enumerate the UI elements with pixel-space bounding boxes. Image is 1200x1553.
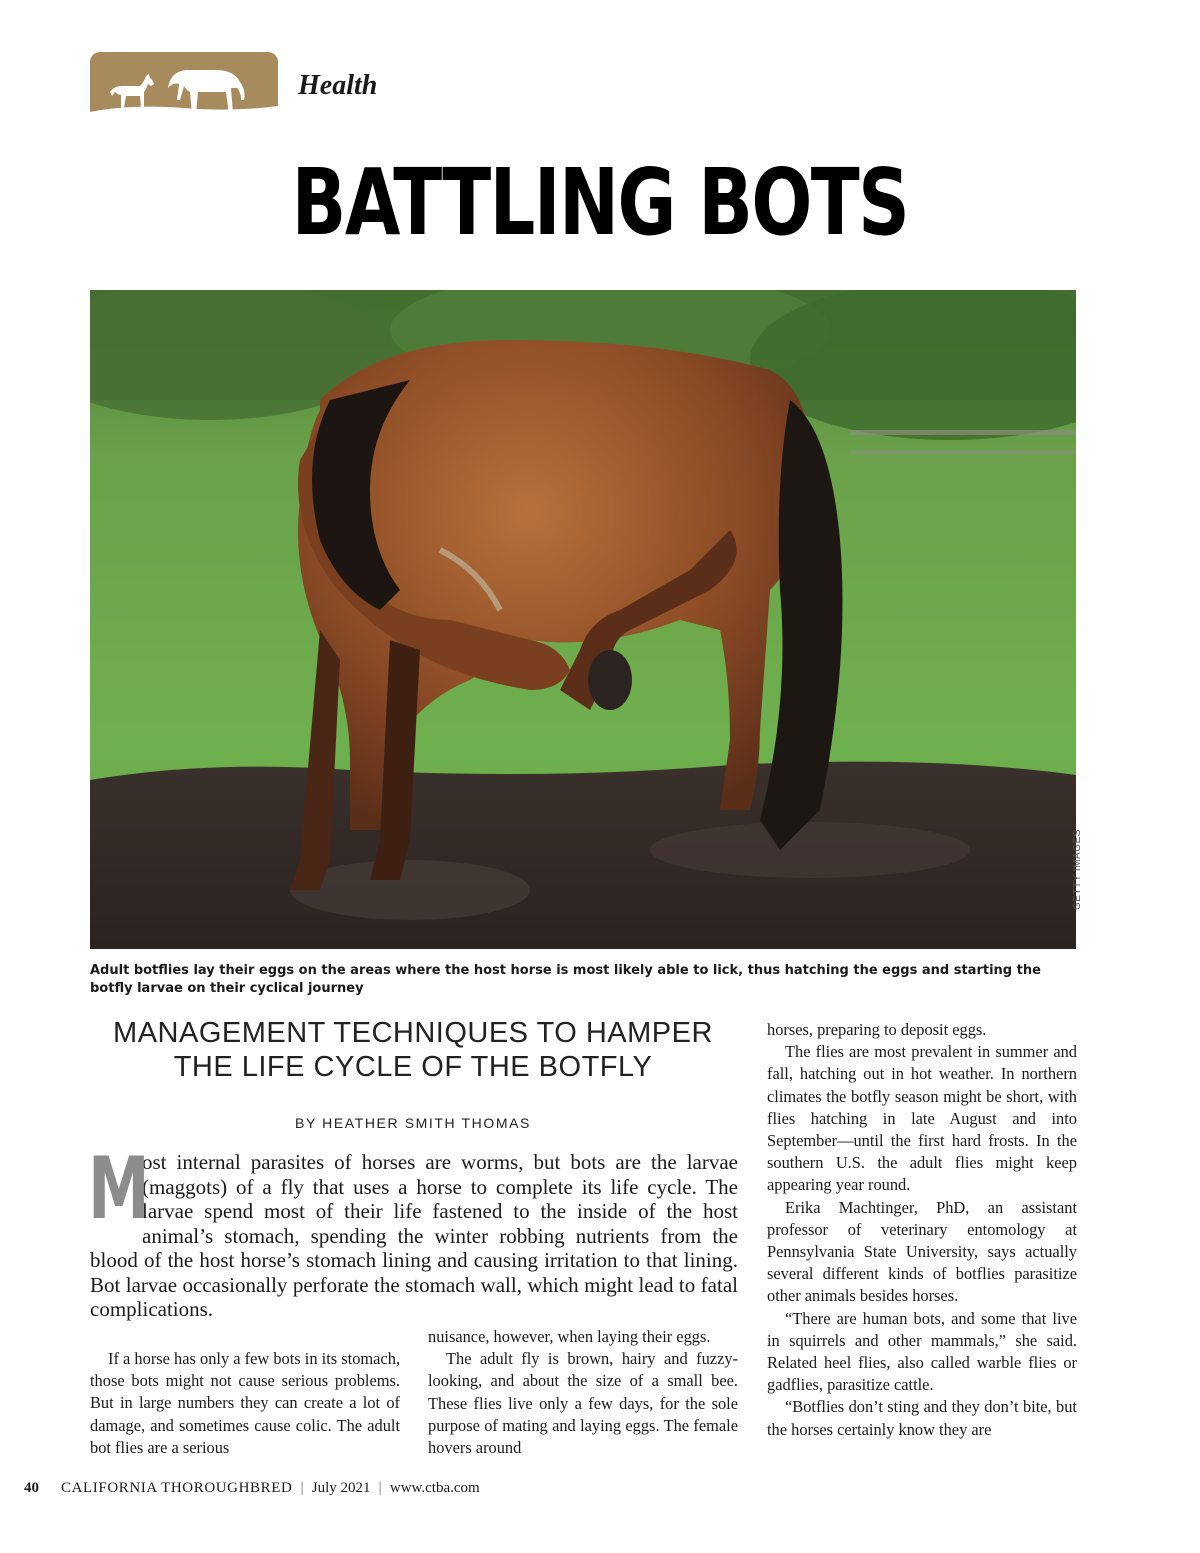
footer-separator: | — [300, 1480, 304, 1496]
paragraph: If a horse has only a few bots in its stomach, those bots might not cause serious problems. But in large numbers they can create a lot of damage, and sometimes cause colic. The adult bot flies are a serious — [90, 1349, 400, 1457]
column-1 — [90, 1348, 400, 1459]
paragraph: The flies are most prevalent in summer and fall, hatching out in hot weather. In northern climates the botfly season might be short, with flies hatching in late August and into September—until the first hard frosts. In the southern U.S. the adult flies might keep appearing year round. — [767, 1042, 1077, 1195]
deck — [88, 1016, 738, 1084]
section-label: Health — [298, 70, 378, 101]
footer-separator: | — [378, 1480, 382, 1496]
photo-caption: Adult botflies lay their eggs on the areas where the host horse is most likely able to lick, thus hatching the eggs and starting the botfly larvae on their cyclical journey — [90, 963, 1041, 996]
hero-photo — [90, 290, 1076, 949]
mare-and-foal-icon — [90, 52, 278, 120]
website-link[interactable]: www.ctba.com — [389, 1480, 480, 1496]
lead-text: ost internal parasites of horses are worms, but bots are the larvae (maggots) of a fly that uses a horse to complete its life cycle. The larvae spend most of their life fastened to the inside of the host animal’s stomach, spending the winter robbing nutrients from the blood of the host horse’s stomach lining and causing irritation to that lining. Bot larvae occasionally perforate the stomach wall, which might lead to fatal complications. — [90, 1150, 738, 1321]
drop-cap: M — [88, 1139, 150, 1239]
lead-paragraph — [88, 1139, 738, 1322]
paragraph: “There are human bots, and some that live in squirrels and other mammals,” she said. Related heel flies, also called warble flies or gadflies, parasitize cattle. — [767, 1308, 1077, 1395]
byline: BY HEATHER SMITH THOMAS — [295, 1115, 531, 1131]
paragraph: The adult fly is brown, hairy and fuzzy-looking, and about the size of a small bee. These flies live only a few days, for the sole purpose of mating and laying eggs. The female hovers around — [428, 1349, 738, 1458]
publication-name: CALIFORNIA THOROUGHBRED — [61, 1480, 293, 1496]
column-2 — [428, 1326, 738, 1459]
issue-date: July 2021 — [311, 1480, 371, 1496]
photo-credit: GETTY IMAGES — [1072, 829, 1083, 910]
deck-line-1: MANAGEMENT TECHNIQUES TO HAMPER — [113, 1017, 713, 1049]
deck-line-2: THE LIFE CYCLE OF THE BOTFLY — [173, 1051, 653, 1083]
headline: BATTLING BOTS — [291, 149, 909, 256]
paragraph: horses, preparing to deposit eggs. — [767, 1020, 987, 1039]
section-badge — [90, 52, 278, 120]
paragraph: Erika Machtinger, PhD, an assistant professor of veterinary entomology at Pennsylvania State University, says actually several different kinds of botflies parasitize other animals besides horses. — [767, 1197, 1077, 1306]
horse-scratching-icon — [90, 290, 1076, 949]
column-3 — [767, 1019, 1077, 1441]
footer — [24, 1480, 480, 1497]
page-number: 40 — [24, 1480, 39, 1496]
paragraph: “Botflies don’t sting and they don’t bite, but the horses certainly know they are — [767, 1397, 1077, 1439]
paragraph: nuisance, however, when laying their eggs. — [428, 1327, 711, 1346]
